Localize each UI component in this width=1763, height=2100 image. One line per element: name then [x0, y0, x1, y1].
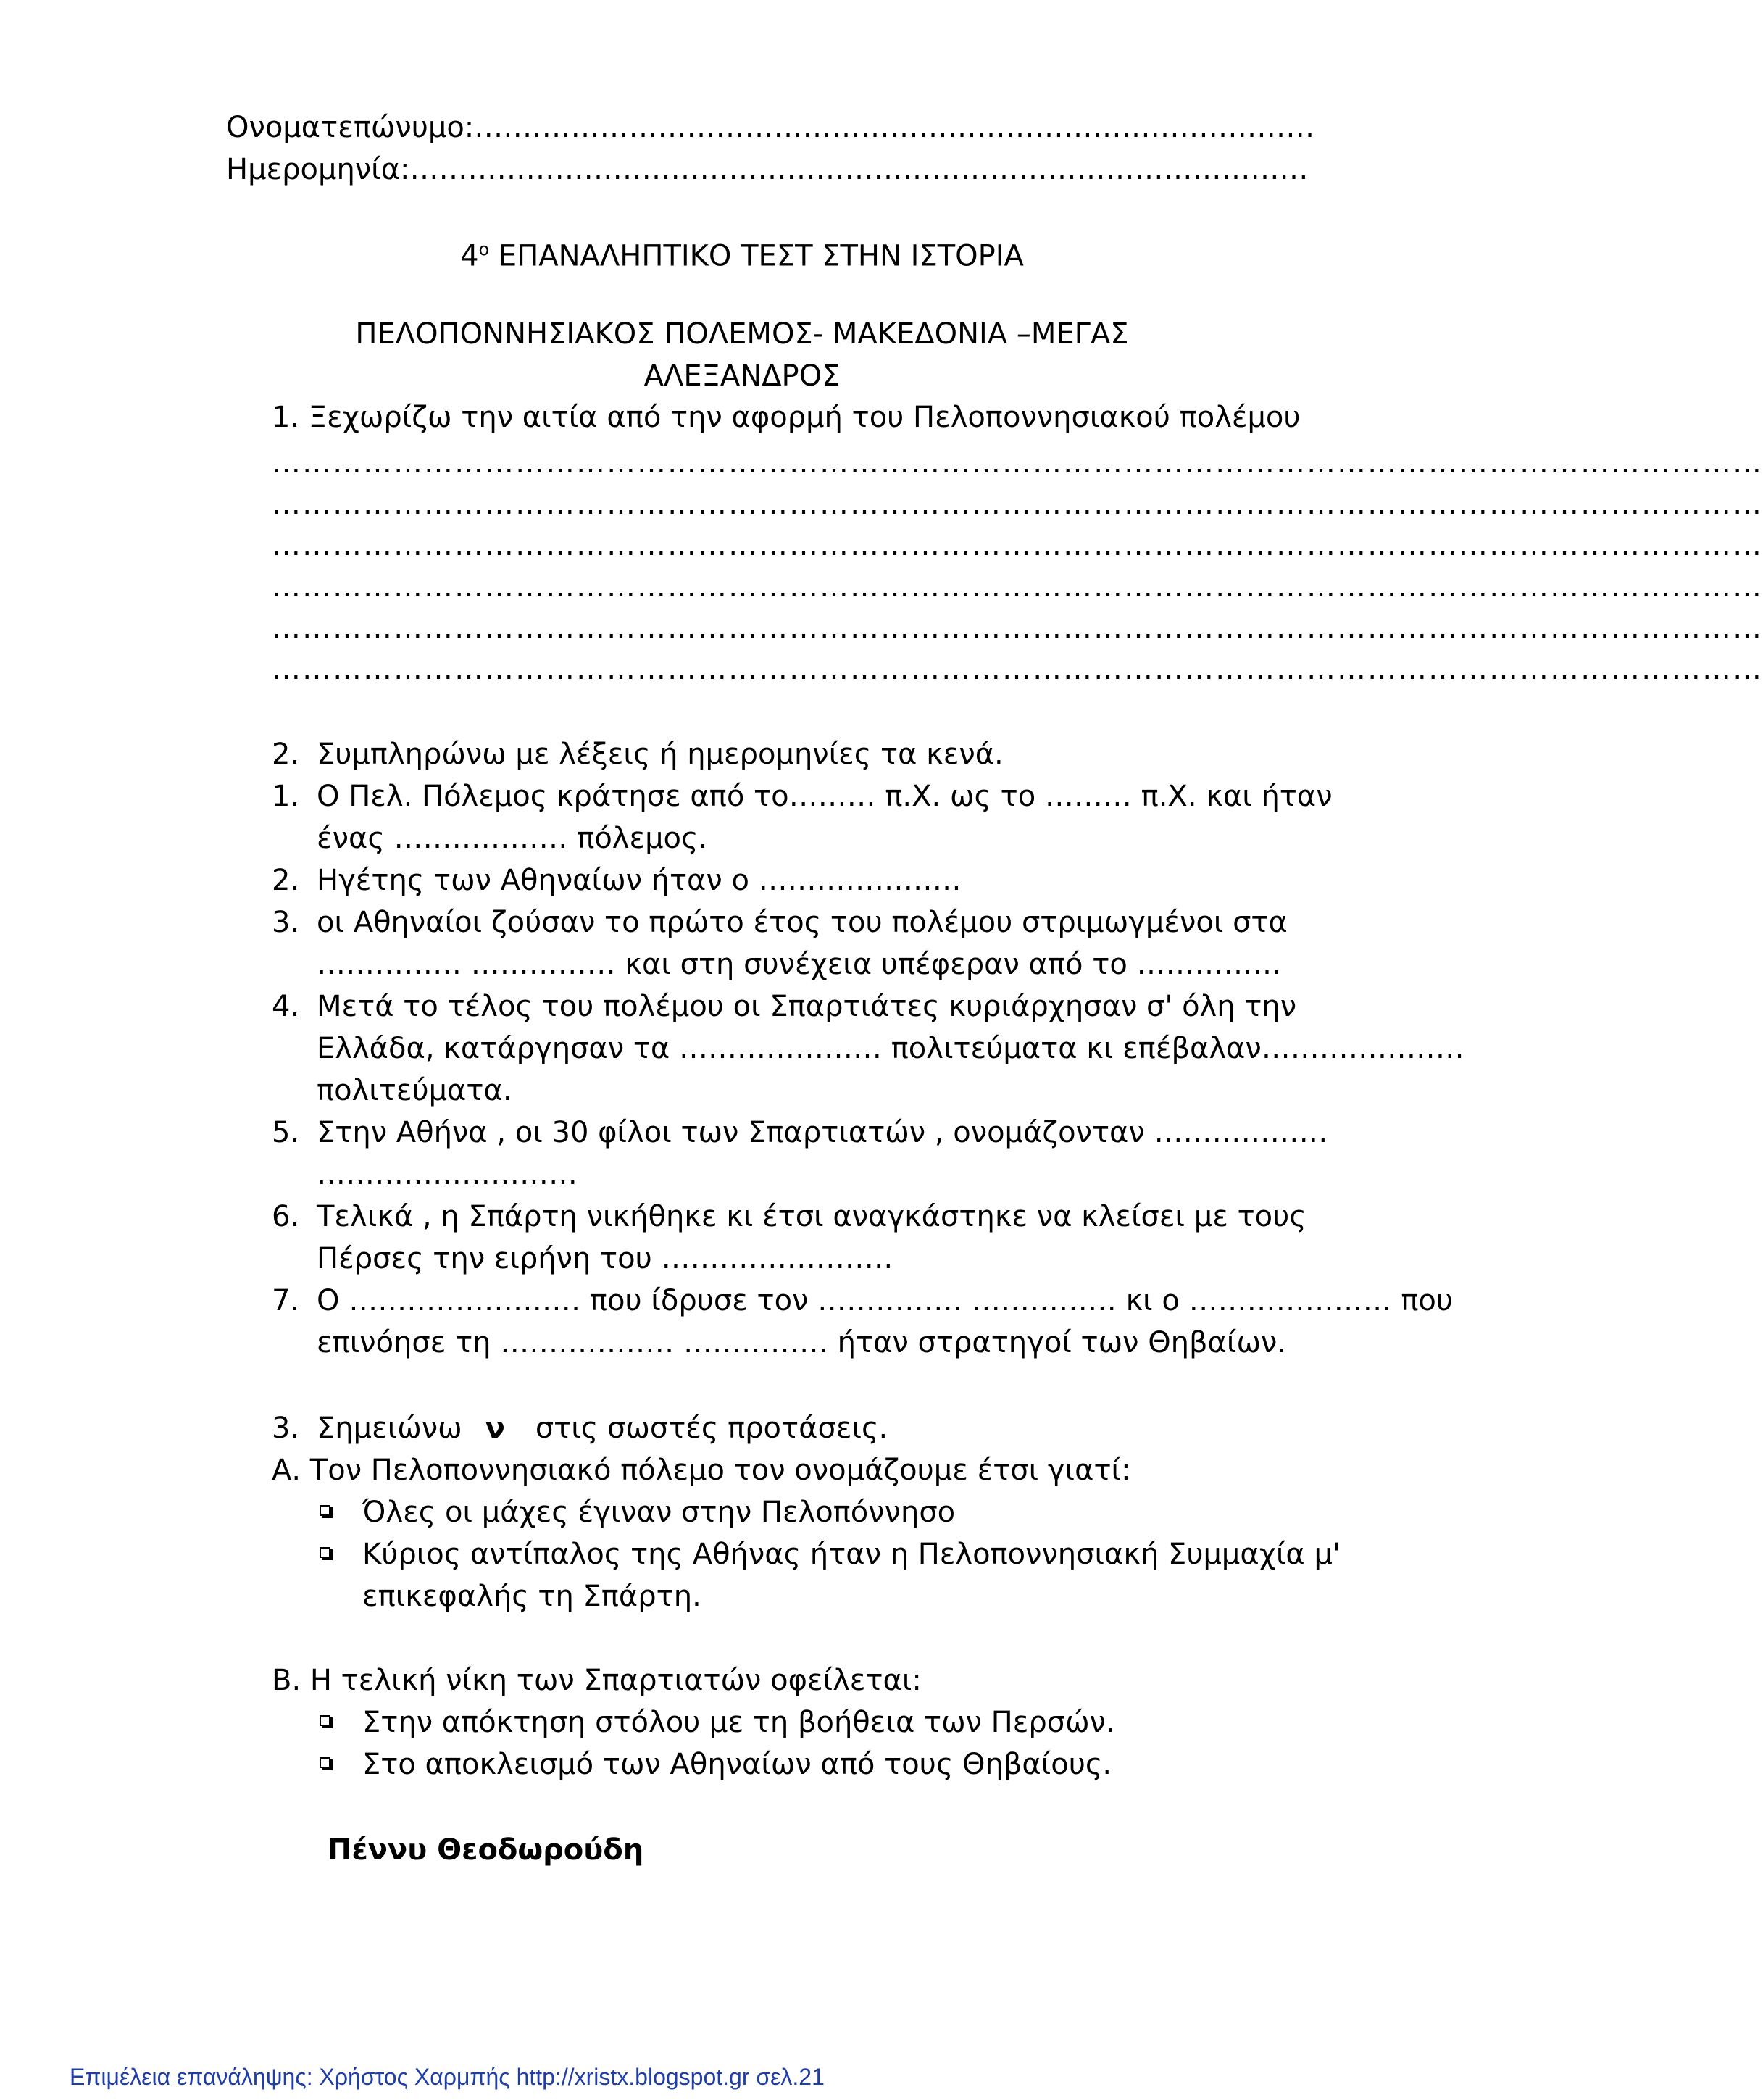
fill-item-text: Ο Πελ. Πόλεμος κράτησε από το……… π.Χ. ως το ……… π.Χ. και ήταν [317, 780, 1333, 813]
fill-item-text: Ελλάδα, κατάργησαν τα ………………… πολιτεύματα κι επέβαλαν………………… [317, 1032, 1464, 1065]
question-2-number: 2. [272, 738, 300, 771]
page-subtitle-line2: ΑΛΕΞΑΝΔΡΟΣ [643, 359, 841, 393]
section-b-title: Β. Η τελική νίκη των Σπαρτιατών οφείλεται: [272, 1664, 922, 1697]
question-3: Σημειώνω ν στις σωστές προτάσεις. [317, 1409, 888, 1447]
question-1: 1. Ξεχωρίζω την αιτία από την αφορμή του Πελοποννησιακού πολέμου [272, 401, 1301, 434]
date-field: Ημερομηνία:………………………………………………………………………………… [226, 153, 1309, 186]
fill-item-text: επινόησε τη ……………… …………… ήταν στρατηγοί των Θηβαίων. [317, 1326, 1287, 1359]
option-text: Στο αποκλεισμό των Αθηναίων από τους Θηβαίους. [362, 1748, 1112, 1781]
answer-line: ………………………………………………………………………………………………………………………………… [272, 488, 1763, 521]
answer-line: ………………………………………………………………………………………………………………………………… [272, 612, 1763, 645]
name-field: Ονοματεπώνυμο:…………………………………………………………………………… [226, 111, 1315, 144]
fill-item-text: Ηγέτης των Αθηναίων ήταν ο ………………… [317, 864, 962, 897]
question-2: Συμπληρώνω με λέξεις ή ημερομηνίες τα κενά. [317, 738, 1004, 771]
answer-line: ………………………………………………………………………………………………………………………………… [272, 570, 1763, 604]
item-number: 4. [272, 990, 300, 1023]
option-text: Κύριος αντίπαλος της Αθήνας ήταν η Πελοποννησιακή Συμμαχία μ' [362, 1538, 1341, 1571]
item-number: 5. [272, 1116, 300, 1149]
fill-item-text: πολιτεύματα. [317, 1074, 512, 1107]
option-text: Όλες οι μάχες έγιναν στην Πελοπόννησο [362, 1496, 956, 1529]
fill-item-text: Μετά το τέλος του πολέμου οι Σπαρτιάτες κυριάρχησαν σ' όλη την [317, 990, 1297, 1023]
answer-line: ………………………………………………………………………………………………………………………………… [272, 529, 1763, 562]
item-number: 3. [272, 906, 300, 939]
item-number: 6. [272, 1200, 300, 1233]
fill-item-text: Πέρσες την ειρήνη του …………………… [317, 1242, 893, 1275]
checkbox-icon[interactable] [320, 1757, 330, 1768]
checkbox-icon[interactable] [320, 1547, 330, 1558]
section-a-title: Α. Τον Πελοποννησιακό πόλεμο τον ονομάζουμε έτσι γιατί: [272, 1454, 1131, 1487]
page-subtitle-line1: ΠΕΛΟΠΟΝΝΗΣΙΑΚΟΣ ΠΟΛΕΜΟΣ- ΜΑΚΕΔΟΝΙΑ –ΜΕΓΑΣ [355, 317, 1129, 351]
checkbox-icon[interactable] [320, 1505, 330, 1516]
fill-item-text: Τελικά , η Σπάρτη νικήθηκε κι έτσι αναγκάστηκε να κλείσει με τους [317, 1200, 1306, 1233]
fill-item-text: Ο …………………… που ίδρυσε τον …………… …………… κι ο ………………… που [317, 1284, 1454, 1317]
question-3-number: 3. [272, 1412, 300, 1445]
option-text: Στην απόκτηση στόλου με τη βοήθεια των Περσών. [362, 1706, 1115, 1739]
answer-line: ………………………………………………………………………………………………………………………………… [272, 653, 1763, 686]
author-name: Πέννυ Θεοδωρούδη [328, 1833, 644, 1867]
fill-item-text: Στην Αθήνα , οι 30 φίλοι των Σπαρτιατών , ονομάζονταν ……………… [317, 1116, 1328, 1149]
item-number: 7. [272, 1284, 300, 1317]
page-title: $4^o$ ΕΠΑΝΑΛΗΠΤΙΚΟ ΤΕΣΤ ΣΤΗΝ ΙΣΤΟΡΙΑ [460, 239, 1024, 273]
fill-item-text: …………… …………… και στη συνέχεια υπέφεραν από το …………… [317, 948, 1282, 981]
fill-item-text: ένας ……………… πόλεμος. [317, 822, 708, 855]
item-number: 2. [272, 864, 300, 897]
checkmark-symbol: ν [485, 1412, 505, 1445]
answer-line: ………………………………………………………………………………………………………………………………… [272, 446, 1763, 480]
item-number: 1. [272, 780, 300, 813]
fill-item-text: οι Αθηναίοι ζούσαν το πρώτο έτος του πολέμου στριμωγμένοι στα [317, 906, 1288, 939]
option-text: επικεφαλής τη Σπάρτη. [362, 1580, 701, 1613]
checkbox-icon[interactable] [320, 1715, 330, 1726]
page-footer: Επιμέλεια επανάληψης: Χρήστος Χαρμπής http://xristx.blogspot.gr σελ.21 [70, 2064, 825, 2090]
fill-item-text: ……………………… [317, 1158, 578, 1191]
